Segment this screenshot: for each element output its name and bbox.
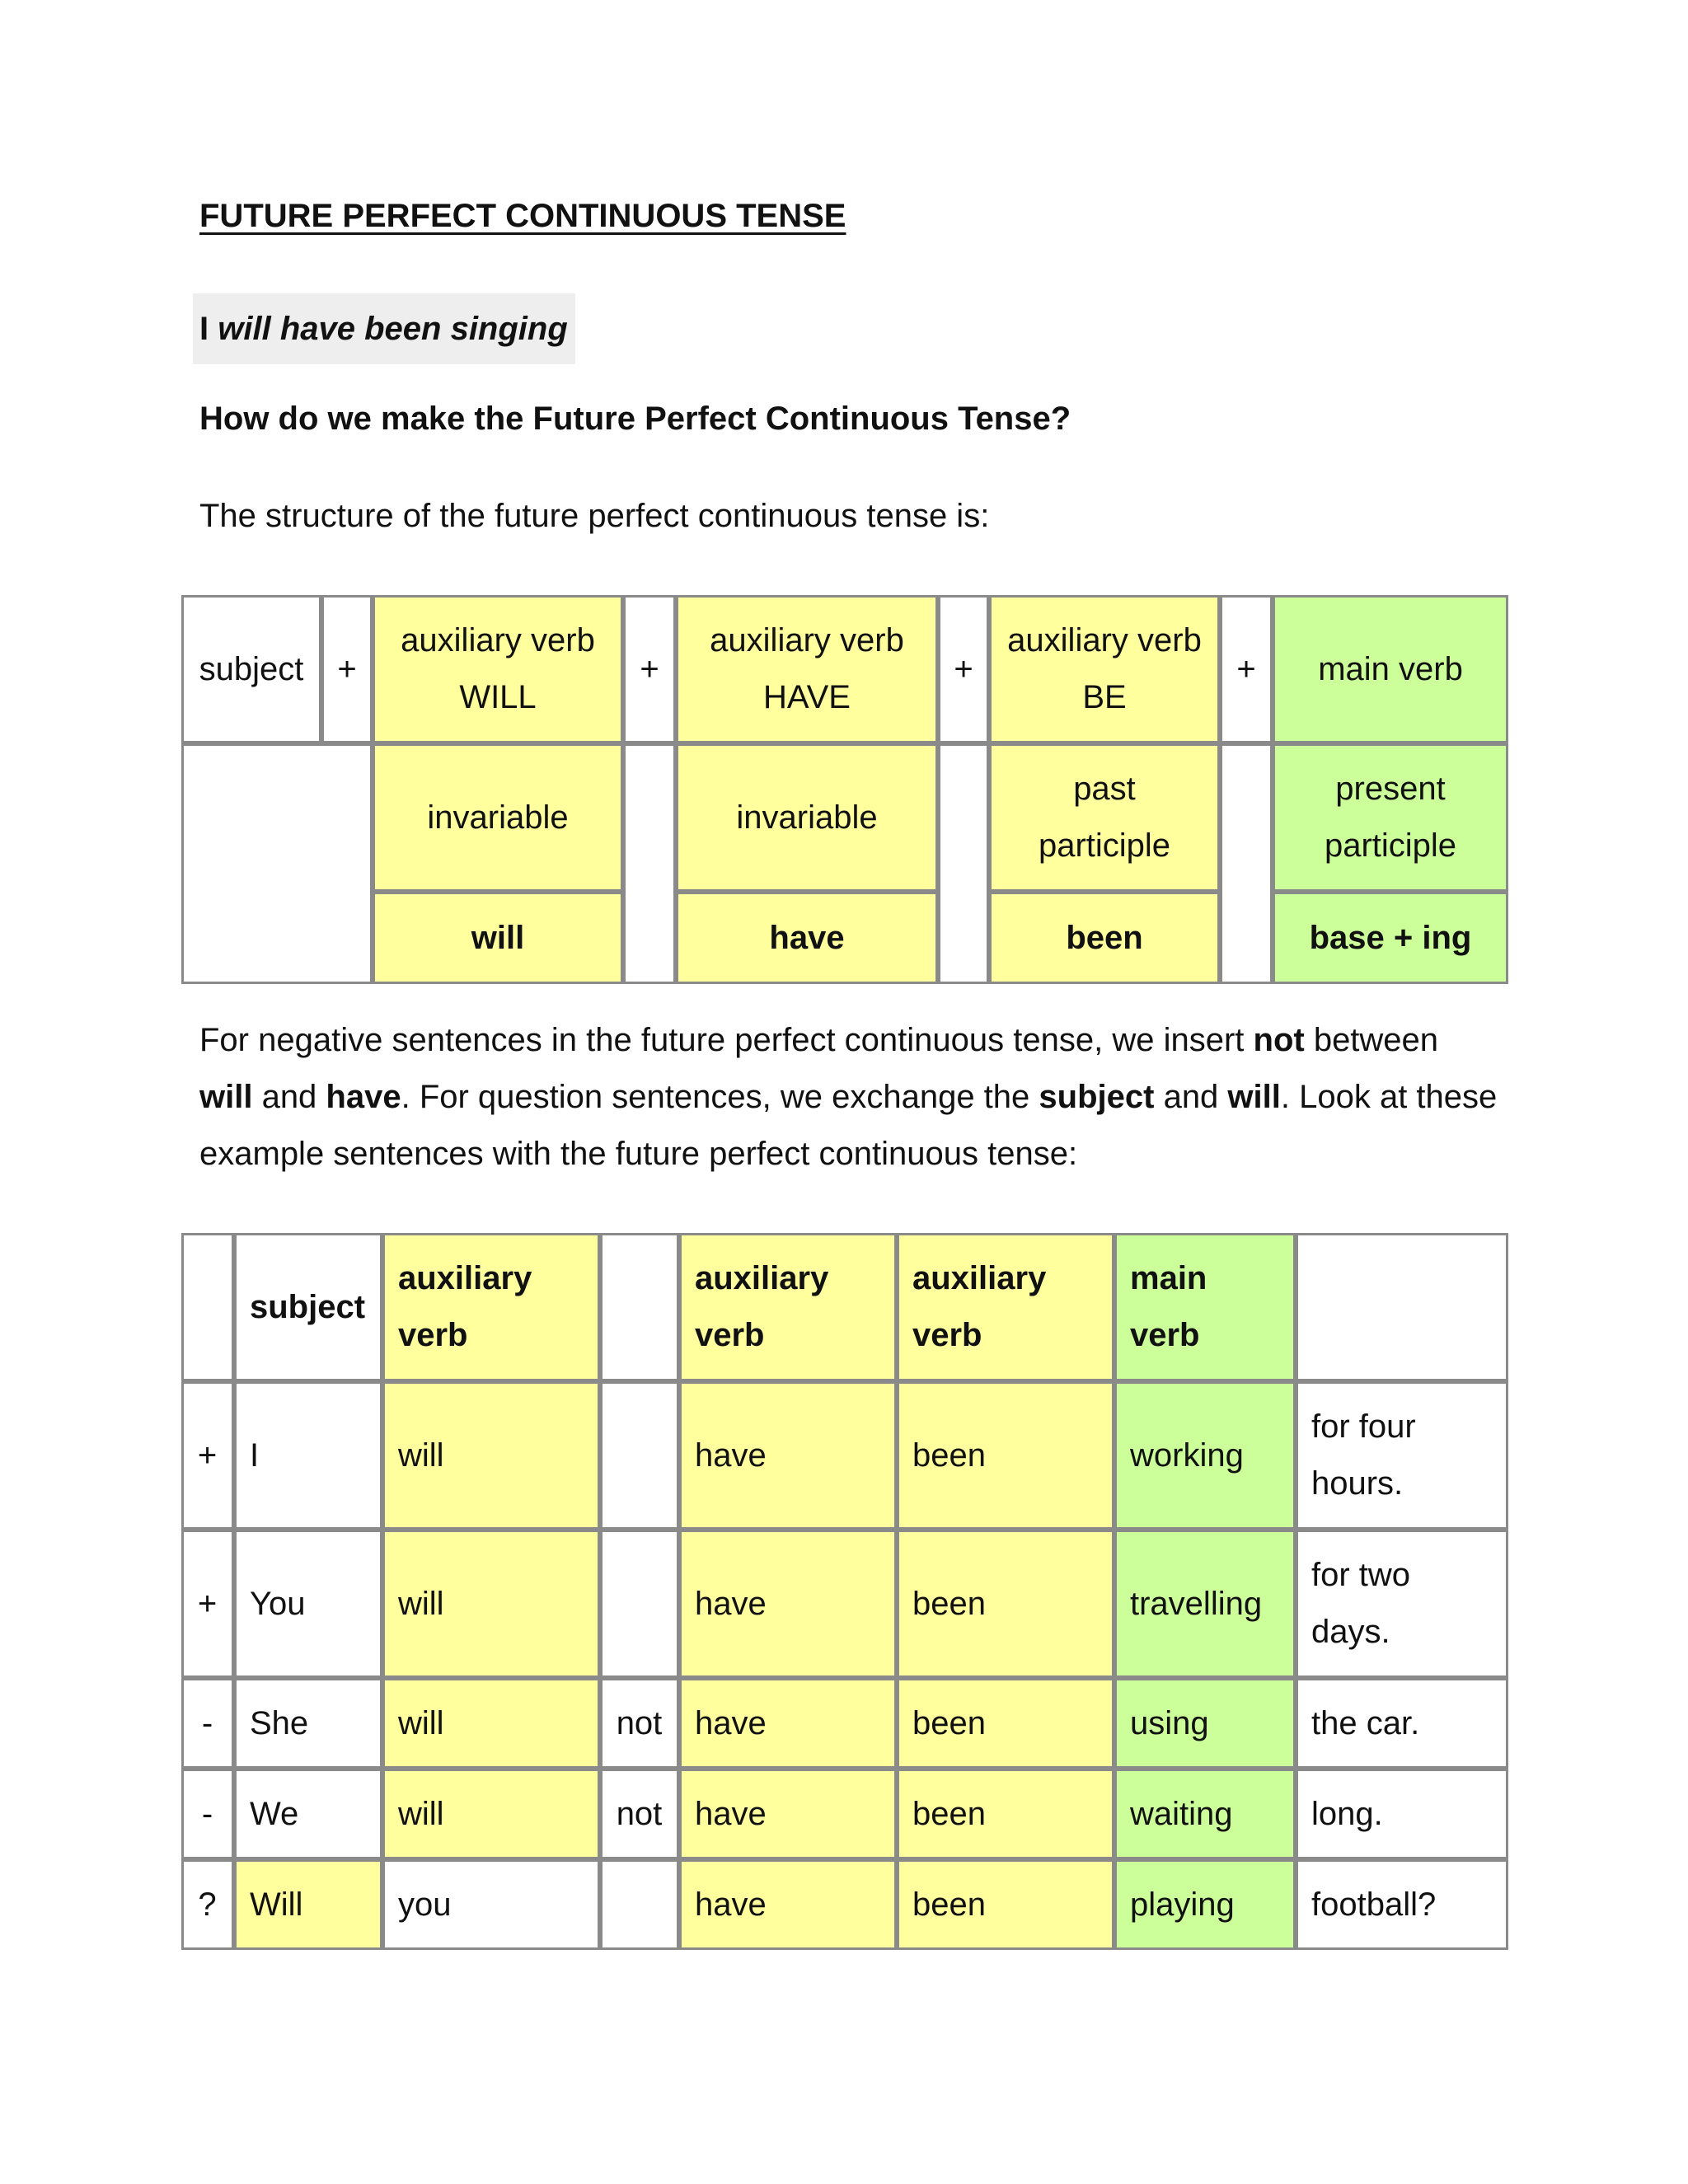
not-cell — [600, 1859, 679, 1950]
aux-header: auxiliary verb — [382, 1233, 600, 1381]
section-heading: How do we make the Future Perfect Continuous Tense? — [199, 401, 1071, 437]
been-cell: been — [897, 1859, 1114, 1950]
will-cell: will — [382, 1769, 600, 1859]
aux-header: auxiliary verb — [897, 1233, 1114, 1381]
plus-sign: + — [321, 595, 373, 743]
page-title: FUTURE PERFECT CONTINUOUS TENSE — [199, 198, 846, 234]
aux-be-word: been — [989, 892, 1220, 984]
have-cell: have — [679, 1381, 897, 1530]
main-verb-form: present participle — [1273, 743, 1508, 892]
sign-cell: - — [181, 1769, 234, 1859]
aux-will-word: will — [373, 892, 623, 984]
sign-cell: - — [181, 1678, 234, 1769]
not-cell — [600, 1381, 679, 1530]
plus-sign: + — [938, 595, 989, 743]
main-verb-cell: playing — [1114, 1859, 1296, 1950]
plus-sign: + — [1220, 595, 1273, 743]
aux-will-header: auxiliary verb WILL — [373, 595, 623, 743]
not-header — [600, 1233, 679, 1381]
aux-have-word: have — [676, 892, 938, 984]
not-cell: not — [600, 1769, 679, 1859]
rest-cell: football? — [1296, 1859, 1508, 1950]
examples-table — [181, 1233, 1508, 1950]
example-verb-phrase: will have been singing — [218, 311, 568, 347]
main-verb-cell: travelling — [1114, 1530, 1296, 1678]
main-verb-cell: working — [1114, 1381, 1296, 1530]
table-row — [181, 1859, 1508, 1950]
have-cell: have — [679, 1678, 897, 1769]
structure-subject-cell: subject — [181, 595, 321, 743]
main-verb-header: main verb — [1273, 595, 1508, 743]
have-cell: have — [679, 1769, 897, 1859]
main-verb-cell: waiting — [1114, 1769, 1296, 1859]
rest-cell: long. — [1296, 1769, 1508, 1859]
have-cell: have — [679, 1859, 897, 1950]
structure-table — [181, 595, 1508, 984]
subject-cell: She — [234, 1678, 382, 1769]
rest-header — [1296, 1233, 1508, 1381]
table-row — [181, 1530, 1508, 1678]
sign-cell: + — [181, 1381, 234, 1530]
sign-header — [181, 1233, 234, 1381]
example-subject: I — [199, 311, 209, 347]
aux-will-form: invariable — [373, 743, 623, 892]
rest-cell: for two days. — [1296, 1530, 1508, 1678]
table-row — [181, 1769, 1508, 1859]
sign-cell: ? — [181, 1859, 234, 1950]
subject-cell: Will — [234, 1859, 382, 1950]
have-cell: have — [679, 1530, 897, 1678]
empty-cell — [1220, 743, 1273, 984]
aux-be-form: past participle — [989, 743, 1220, 892]
main-verb-cell: using — [1114, 1678, 1296, 1769]
aux-have-form: invariable — [676, 743, 938, 892]
rest-cell: the car. — [1296, 1678, 1508, 1769]
been-cell: been — [897, 1769, 1114, 1859]
example-sentence — [193, 293, 575, 364]
main-verb-header: main verb — [1114, 1233, 1296, 1381]
been-cell: been — [897, 1530, 1114, 1678]
table-row — [181, 1678, 1508, 1769]
been-cell: been — [897, 1678, 1114, 1769]
been-cell: been — [897, 1381, 1114, 1530]
rest-cell: for four hours. — [1296, 1381, 1508, 1530]
empty-cell — [181, 743, 373, 984]
not-cell — [600, 1530, 679, 1678]
aux-be-header: auxiliary verb BE — [989, 595, 1220, 743]
will-cell: will — [382, 1381, 600, 1530]
subject-cell: You — [234, 1530, 382, 1678]
plus-sign: + — [623, 595, 676, 743]
subject-cell: We — [234, 1769, 382, 1859]
empty-cell — [623, 743, 676, 984]
aux-header: auxiliary verb — [679, 1233, 897, 1381]
intro-text: The structure of the future perfect continuous tense is: — [199, 498, 990, 534]
aux-have-header: auxiliary verb HAVE — [676, 595, 938, 743]
subject-cell: I — [234, 1381, 382, 1530]
subject-header: subject — [234, 1233, 382, 1381]
header-row — [181, 1233, 1508, 1381]
will-cell: will — [382, 1678, 600, 1769]
not-cell: not — [600, 1678, 679, 1769]
table-row — [181, 1381, 1508, 1530]
will-cell: will — [382, 1530, 600, 1678]
empty-cell — [938, 743, 989, 984]
will-cell: you — [382, 1859, 600, 1950]
explanation-paragraph: For negative sentences in the future perfect continuous tense, we insert not between will and have. For question sentences, we exchange the subject and will. Look at these example sentences with the future perfect continuous tense: — [199, 1022, 1498, 1172]
main-verb-word: base + ing — [1273, 892, 1508, 984]
sign-cell: + — [181, 1530, 234, 1678]
